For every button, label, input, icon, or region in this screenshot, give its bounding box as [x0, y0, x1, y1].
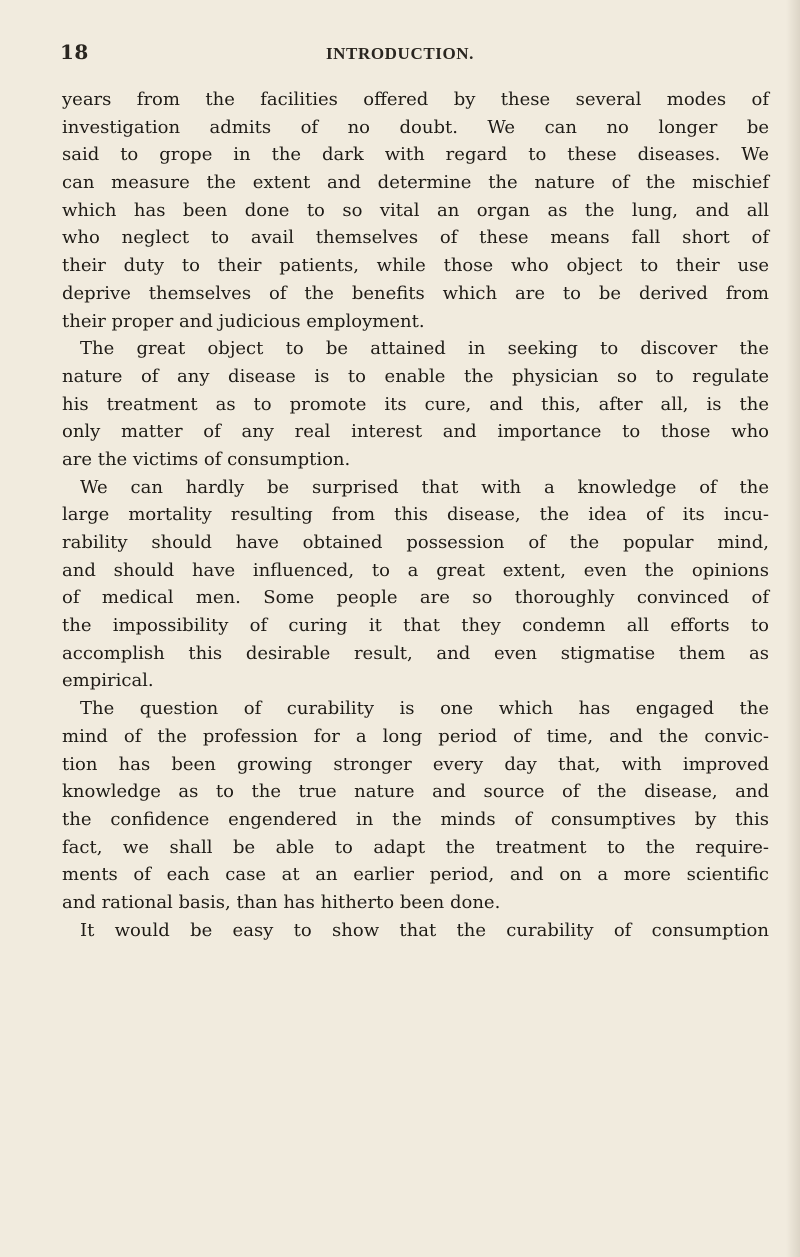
- text-line: the impossibility of curing it that they condemn all efforts to: [62, 615, 769, 637]
- text-line: It would be easy to show that the curability of consumption: [80, 919, 769, 941]
- page-number: 18: [60, 40, 89, 64]
- text-line: The question of curability is one which has engaged the: [80, 698, 769, 720]
- text-line: large mortality resulting from this disease, the idea of its incu-: [62, 504, 769, 526]
- text-line: which has been done to so vital an organ as the lung, and all: [62, 199, 769, 221]
- text-line: The great object to be attained in seeking to discover the: [80, 338, 769, 360]
- text-line: We can hardly be surprised that with a knowledge of the: [80, 476, 769, 498]
- text-line: their duty to their patients, while those who object to their use: [62, 255, 769, 277]
- text-line: empirical.: [62, 670, 154, 692]
- text-line: mind of the profession for a long period of time, and the convic-: [62, 725, 769, 747]
- text-line: and should have influenced, to a great extent, even the opinions: [62, 559, 769, 581]
- text-line: investigation admits of no doubt. We can no longer be: [62, 116, 769, 138]
- text-line: fact, we shall be able to adapt the treatment to the require-: [62, 836, 769, 858]
- page-header: [0, 40, 800, 70]
- text-line: and rational basis, than has hitherto been done.: [62, 891, 501, 913]
- text-line: accomplish this desirable result, and even stigmatise them as: [62, 642, 769, 664]
- text-line: said to grope in the dark with regard to these diseases. We: [62, 144, 769, 166]
- running-head: INTRODUCTION.: [325, 44, 475, 63]
- text-line: are the victims of consumption.: [62, 448, 351, 470]
- text-line: tion has been growing stronger every day that, with improved: [62, 753, 769, 775]
- text-line: deprive themselves of the benefits which are to be derived from: [62, 282, 769, 304]
- text-line: of medical men. Some people are so thoroughly convinced of: [62, 587, 769, 609]
- body-text: [62, 86, 769, 944]
- text-line: rability should have obtained possession of the popular mind,: [62, 532, 769, 553]
- text-line: only matter of any real interest and importance to those who: [62, 421, 769, 443]
- text-line: knowledge as to the true nature and source of the disease, and: [62, 781, 769, 803]
- text-line: can measure the extent and determine the nature of the mischief: [62, 172, 769, 194]
- text-line: his treatment as to promote its cure, and this, after all, is the: [62, 393, 769, 415]
- text-line: the confidence engendered in the minds of consumptives by this: [62, 808, 769, 830]
- text-line: ments of each case at an earlier period, and on a more scientific: [62, 864, 769, 886]
- text-line: their proper and judicious employment.: [62, 310, 425, 332]
- text-line: who neglect to avail themselves of these means fall short of: [62, 227, 769, 249]
- text-line: nature of any disease is to enable the physician so to regulate: [62, 365, 769, 387]
- text-line: years from the facilities offered by these several modes of: [62, 89, 769, 110]
